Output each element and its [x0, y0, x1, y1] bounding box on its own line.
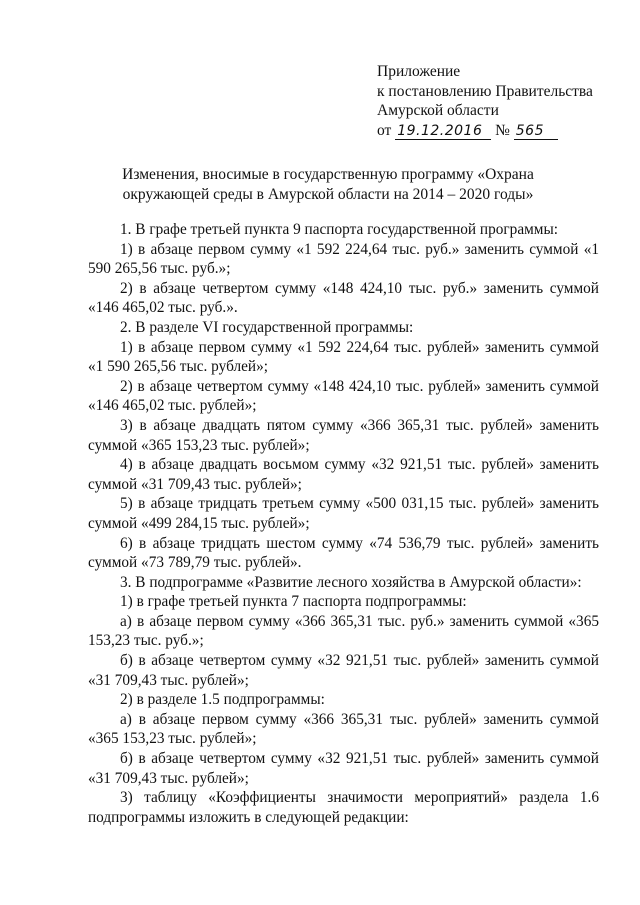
- paragraph-3: 2) в абзаце четвертом сумму «148 424,10 тыс. руб.» заменить суммой «146 465,02 тыс. руб.».: [88, 279, 599, 317]
- paragraph-10: 6) в абзаце тридцать шестом сумму «74 536,79 тыс. рублей» заменить суммой «73 789,79 тыс. рублей».: [88, 534, 599, 572]
- date-label: от: [377, 121, 392, 139]
- paragraph-8: 4) в абзаце двадцать восьмом сумму «32 921,51 тыс. рублей» заменить суммой «31 709,43 тыс. рублей»;: [88, 456, 599, 493]
- document-body: [88, 220, 599, 827]
- appendix-block: [377, 62, 617, 140]
- appendix-date-number-line: [377, 121, 617, 141]
- paragraph-6: 2) в абзаце четвертом сумму «148 424,10 тыс. рублей» заменить суммой «146 465,02 тыс. рублей»;: [88, 377, 599, 415]
- paragraph-11: 3. В подпрограмме «Развитие лесного хозяйства в Амурской области»:: [120, 573, 582, 591]
- paragraph-1: 1. В графе третьей пункта 9 паспорта государственной программы:: [120, 221, 558, 238]
- handwritten-number: 565: [514, 123, 558, 140]
- paragraph-12: 1) в графе третьей пункта 7 паспорта подпрограммы:: [120, 593, 467, 611]
- handwritten-date: 19.12.2016: [395, 123, 491, 140]
- paragraph-16: а) в абзаце первом сумму «366 365,31 тыс. рублей» заменить суммой «365 153,23 тыс. рублей»;: [88, 710, 599, 748]
- paragraph-9: 5) в абзаце тридцать третьем сумму «500 031,15 тыс. рублей» заменить суммой «499 284,15 тыс. рублей»;: [88, 495, 599, 532]
- paragraph-14: б) в абзаце четвертом сумму «32 921,51 тыс. рублей» заменить суммой «31 709,43 тыс. рублей»;: [88, 652, 599, 689]
- appendix-decree-line: к постановлению Правительства: [377, 82, 593, 100]
- paragraph-7: 3) в абзаце двадцать пятом сумму «366 365,31 тыс. рублей» заменить суммой «365 153,23 тыс. рублей»;: [88, 416, 599, 454]
- paragraph-4: 2. В разделе VI государственной программы:: [120, 318, 414, 336]
- paragraph-15: 2) в разделе 1.5 подпрограммы:: [120, 691, 325, 709]
- paragraph-17: б) в абзаце четвертом сумму «32 921,51 тыс. рублей» заменить суммой «31 709,43 тыс. рублей»;: [88, 750, 599, 787]
- appendix-region-line: Амурской области: [377, 102, 499, 119]
- paragraph-18: 3) таблицу «Коэффициенты значимости мероприятий» раздела 1.6 подпрограммы изложить в следующей редакции:: [88, 789, 599, 826]
- paragraph-13: а) в абзаце первом сумму «366 365,31 тыс. руб.» заменить суммой «365 153,23 тыс. руб.»;: [88, 612, 599, 650]
- paragraph-5: 1) в абзаце первом сумму «1 592 224,64 тыс. рублей» заменить суммой «1 590 265,56 тыс. рублей»;: [88, 338, 599, 376]
- paragraph-2: 1) в абзаце первом сумму «1 592 224,64 тыс. руб.» заменить суммой «1 590 265,56 тыс. руб.»;: [88, 240, 599, 278]
- document-title: Изменения, вносимые в государственную программу «Охрана окружающей среды в Амурской области на 2014 – 2020 годы»: [122, 166, 534, 203]
- appendix-title: Приложение: [377, 63, 461, 80]
- number-label: №: [495, 121, 510, 139]
